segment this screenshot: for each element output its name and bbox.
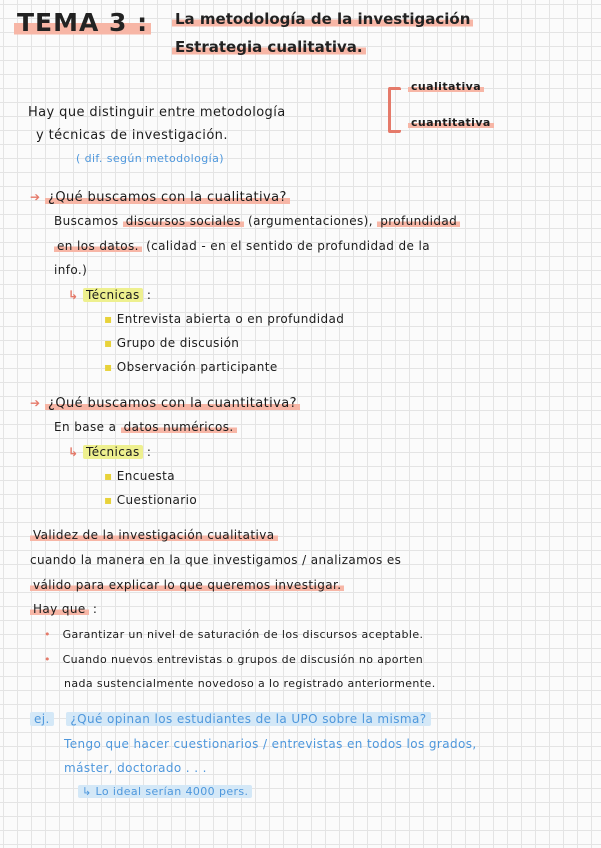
answer-l1-d: profundidad <box>377 214 460 228</box>
tecnica-item-text: Observación participante <box>116 360 278 374</box>
ejemplo-question <box>30 712 431 726</box>
bullet-icon: ▪ <box>104 493 117 507</box>
title-line1-text: La metodología de la investigación <box>172 10 473 28</box>
ejemplo-note-highlight <box>78 785 252 798</box>
answer-l1-a: Buscamos <box>54 214 119 228</box>
tecnicas-label-text: Técnicas <box>83 445 143 459</box>
bullet-icon: ▪ <box>104 469 117 483</box>
sub-arrow-icon: ↳ <box>82 785 96 798</box>
bracket-item-cuantitativa-text: cuantitativa <box>408 116 494 129</box>
title-main <box>14 8 151 37</box>
cuantitativa-tecnicas-label: ↳ Técnicas : <box>68 445 152 459</box>
bracket-item-cualitativa-text: cualitativa <box>408 80 484 93</box>
arrow-right-icon: ➔ <box>30 396 46 410</box>
ejemplo-note <box>78 785 252 798</box>
answer-l1-b: discursos sociales <box>123 214 244 228</box>
arrow-right-icon: ➔ <box>30 190 46 204</box>
cuantitativa-answer-a: En base a <box>54 420 117 434</box>
ejemplo-line1: Tengo que hacer cuestionarios / entrevistas en todos los grados, <box>64 737 477 751</box>
cualitativa-answer-line1 <box>54 214 460 228</box>
answer-l2-a: en los datos. <box>54 239 142 253</box>
bullet-icon: ▪ <box>104 336 117 350</box>
validez-heading-text: Validez de la investigación cualitativa <box>30 528 278 542</box>
validez-line2 <box>30 578 344 592</box>
cuantitativa-question <box>30 396 300 411</box>
ejemplo-question-text: ¿Qué opinan los estudiantes de la UPO sobre la misma? <box>66 712 430 726</box>
validez-bullet-text: Garantizar un nivel de saturación de los discursos aceptable. <box>62 628 424 641</box>
validez-line1: cuando la manera en la que investigamos / analizamos es <box>30 553 402 567</box>
validez-bullet <box>44 628 423 641</box>
ejemplo-line2: máster, doctorado . . . <box>64 761 207 775</box>
cualitativa-question <box>30 190 290 205</box>
tecnica-item <box>104 312 344 326</box>
cuantitativa-question-text: ¿Qué buscamos con la cuantitativa? <box>45 396 300 411</box>
title-main-text: TEMA 3 : <box>14 8 151 37</box>
validez-bullet-cont: nada sustencialmente novedoso a lo registrado anteriormente. <box>64 677 436 690</box>
validez-bullet <box>44 653 423 666</box>
cualitativa-answer-line2 <box>54 239 430 253</box>
tecnica-item-text: Entrevista abierta o en profundidad <box>116 312 345 326</box>
tecnica-item <box>104 469 175 483</box>
cuantitativa-answer-b: datos numéricos. <box>121 420 237 434</box>
bullet-icon: ▪ <box>104 360 117 374</box>
hay-que-label: Hay que : <box>30 602 97 616</box>
validez-bullet-text: Cuando nuevos entrevistas o grupos de discusión no aporten <box>62 653 424 666</box>
bracket-item-cualitativa <box>408 80 484 93</box>
cuantitativa-answer <box>54 420 237 434</box>
bracket-item-cuantitativa <box>408 116 494 129</box>
bullet-icon: • <box>44 628 59 641</box>
bullet-icon: • <box>44 653 59 666</box>
validez-line2-text: válido para explicar lo que queremos investigar. <box>30 578 344 592</box>
tecnica-item <box>104 360 278 374</box>
cualitativa-answer-line3: info.) <box>54 263 88 277</box>
hay-que-text: Hay que <box>30 602 89 616</box>
sub-arrow-icon: ↳ <box>68 288 84 302</box>
bullet-icon: ▪ <box>104 312 117 326</box>
tecnica-item <box>104 493 197 507</box>
title-line1 <box>172 10 473 28</box>
answer-l2-b: (calidad - en el sentido de profundidad de la <box>146 239 431 253</box>
cualitativa-tecnicas-label: ↳ Técnicas : <box>68 288 152 302</box>
ejemplo-note-text: Lo ideal serían 4000 pers. <box>95 785 249 798</box>
tecnica-item-text: Cuestionario <box>116 493 198 507</box>
intro-line1: Hay que distinguir entre metodología <box>28 105 286 120</box>
validez-heading <box>30 528 278 542</box>
intro-note: ( dif. según metodología) <box>76 152 224 165</box>
cualitativa-question-text: ¿Qué buscamos con la cualitativa? <box>45 190 290 205</box>
sub-arrow-icon: ↳ <box>68 445 84 459</box>
ejemplo-label: ej. <box>30 712 54 726</box>
intro-line2: y técnicas de investigación. <box>36 128 228 143</box>
title-line2-text: Estrategia cualitativa. <box>172 38 366 56</box>
answer-l1-c: (argumentaciones), <box>248 214 373 228</box>
tecnicas-label-text: Técnicas <box>83 288 143 302</box>
tecnica-item-text: Encuesta <box>116 469 176 483</box>
bracket-icon <box>388 87 401 133</box>
tecnica-item-text: Grupo de discusión <box>116 336 240 350</box>
tecnica-item <box>104 336 239 350</box>
title-line2 <box>172 38 366 56</box>
